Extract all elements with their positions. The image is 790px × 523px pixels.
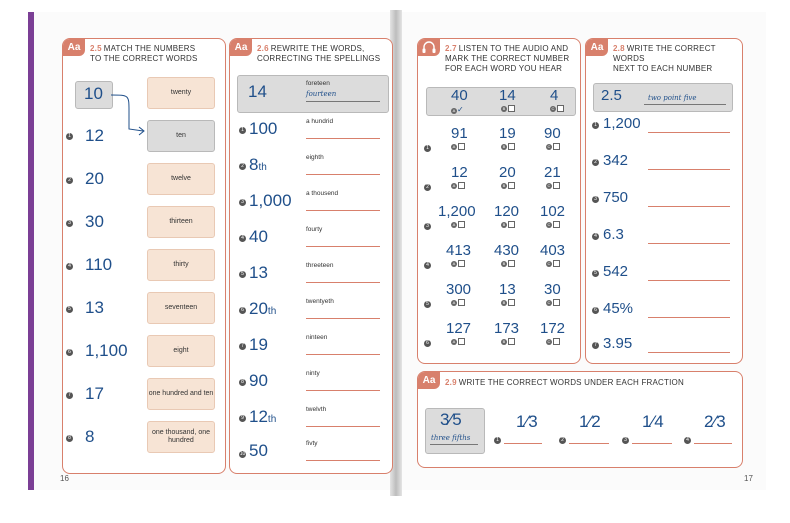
bullet-8: 8 — [239, 379, 246, 386]
bullet-1: 1 — [592, 122, 599, 129]
example-answer: fourteen — [306, 90, 337, 98]
bullet-2: 2 — [424, 184, 431, 191]
option-a-value: 12 — [451, 164, 468, 181]
bullet-7: 7 — [592, 342, 599, 349]
number-item: 1,000 — [249, 191, 292, 210]
bullet-2: 2 — [559, 437, 566, 444]
option-b-value: 13 — [499, 281, 516, 298]
fraction-item: 1⁄4 — [642, 412, 664, 431]
option-c-checkbox[interactable]: C — [546, 299, 560, 306]
misspelled-word: twelvth — [306, 406, 327, 413]
example-answer-line — [644, 104, 726, 105]
option-c-value: 30 — [544, 281, 561, 298]
option-c-checkbox[interactable]: C — [546, 260, 560, 267]
misspelled-word: eighth — [306, 154, 324, 161]
answer-line[interactable] — [694, 443, 732, 444]
exercise-2-6-title: 2.6 REWRITE THE WORDS, CORRECTING THE SPELLINGS — [257, 44, 381, 63]
answer-line[interactable] — [648, 206, 730, 207]
page-number-right: 17 — [744, 474, 753, 483]
option-c-checkbox[interactable]: C — [546, 338, 560, 345]
number-item: 100 — [249, 119, 278, 138]
option-a-value: 1,200 — [438, 203, 476, 220]
fraction-item: 2⁄3 — [704, 412, 726, 431]
exercise-2-8-panel — [585, 38, 743, 364]
number-item: 13 — [249, 263, 268, 282]
answer-line[interactable] — [648, 317, 730, 318]
example-misspelled-word: foreteen — [306, 80, 330, 87]
option-b-checkbox[interactable]: B — [501, 221, 515, 228]
example-number: 14 — [248, 82, 267, 101]
option-b-checkbox[interactable]: B — [501, 338, 515, 345]
number-item: 8 — [85, 427, 95, 446]
aa-badge: Aa — [586, 39, 608, 56]
option-c-value: 4 — [550, 87, 559, 104]
exercise-2-9-panel — [417, 371, 743, 468]
option-a-checkbox[interactable]: A — [451, 221, 465, 228]
number-item: 17 — [85, 384, 104, 403]
number-item: 542 — [603, 263, 629, 280]
example-answer-line — [306, 101, 380, 102]
answer-line[interactable] — [306, 390, 380, 391]
bullet-5: 5 — [239, 271, 246, 278]
answer-line[interactable] — [504, 443, 542, 444]
answer-line[interactable] — [306, 138, 380, 139]
example-fraction: 3⁄5 — [440, 410, 462, 429]
bullet-7: 7 — [239, 343, 246, 350]
bullet-3: 3 — [424, 223, 431, 230]
exercise-2-8-title: 2.8 WRITE THE CORRECT WORDS NEXT TO EACH NUMBER — [613, 44, 716, 73]
bullet-10: 10 — [239, 451, 246, 457]
number-item: 6.3 — [603, 226, 624, 243]
bullet-9: 9 — [239, 415, 246, 422]
word-box: twenty — [147, 77, 215, 109]
answer-line[interactable] — [648, 280, 730, 281]
misspelled-word: ninteen — [306, 334, 328, 341]
bullet-4: 4 — [424, 262, 431, 269]
bullet-4: 4 — [66, 263, 73, 270]
bullet-5: 5 — [592, 270, 599, 277]
option-b-value: 14 — [499, 87, 516, 104]
option-b-checkbox[interactable]: B — [501, 143, 515, 150]
option-c-value: 102 — [540, 203, 566, 220]
word-box: thirteen — [147, 206, 215, 238]
misspelled-word: twentyeth — [306, 298, 334, 305]
option-c-value: 90 — [544, 125, 561, 142]
example-number: 10 — [84, 84, 103, 103]
misspelled-word: a thousend — [306, 190, 339, 197]
answer-line[interactable] — [306, 354, 380, 355]
misspelled-word: fivty — [306, 440, 318, 447]
number-item: 20 — [85, 169, 104, 188]
option-c-checkbox[interactable]: C — [546, 143, 560, 150]
answer-line[interactable] — [648, 352, 730, 353]
fraction-item: 1⁄3 — [516, 412, 538, 431]
option-a-value: 300 — [446, 281, 472, 298]
option-a-checkbox-checked[interactable]: A ✓ — [452, 105, 464, 114]
bullet-1: 1 — [494, 437, 501, 444]
aa-badge: Aa — [230, 39, 252, 56]
example-answer: two point five — [648, 94, 697, 102]
word-box: one thousand, one hundred — [147, 421, 215, 453]
exercise-2-9-title: 2.9 WRITE THE CORRECT WORDS UNDER EACH FRACTION — [445, 378, 684, 387]
answer-line[interactable] — [648, 132, 730, 133]
option-b-value: 430 — [494, 242, 520, 259]
option-a-value: 127 — [446, 320, 472, 337]
number-item: 19 — [249, 335, 268, 354]
word-box: eight — [147, 335, 215, 367]
exercise-2-7-title: 2.7 LISTEN TO THE AUDIO AND MARK THE CORRECT NUMBER FOR EACH WORD YOU HEAR — [445, 44, 570, 73]
number-item: 1,200 — [603, 115, 641, 132]
option-b-value: 120 — [494, 203, 520, 220]
word-box: one hundred and ten — [147, 378, 215, 410]
check-mark: ✓ — [457, 105, 464, 114]
option-a-value: 91 — [451, 125, 468, 142]
bullet-3: 3 — [239, 199, 246, 206]
number-item: 3.95 — [603, 335, 633, 352]
number-item: 12th — [249, 407, 277, 426]
option-a-checkbox[interactable]: A — [451, 338, 465, 345]
answer-line[interactable] — [648, 169, 730, 170]
number-item: 750 — [603, 189, 629, 206]
option-c-checkbox[interactable]: C — [550, 105, 564, 112]
bullet-4: 4 — [592, 233, 599, 240]
example-connector-arrow — [109, 89, 149, 137]
option-a-checkbox[interactable]: A — [451, 143, 465, 150]
bullet-2: 2 — [66, 177, 73, 184]
misspelled-word: fourty — [306, 226, 323, 233]
number-item: 110 — [85, 255, 113, 274]
option-c-value: 172 — [540, 320, 566, 337]
misspelled-word: ninty — [306, 370, 320, 377]
exercise-2-6-panel — [229, 38, 393, 474]
number-item: 12 — [85, 126, 104, 145]
bullet-7: 7 — [66, 392, 73, 399]
bullet-6: 6 — [424, 340, 431, 347]
example-answer: three fifths — [431, 434, 471, 442]
bullet-4: 4 — [684, 437, 691, 444]
number-item: 13 — [85, 298, 104, 317]
option-a-value: 40 — [451, 87, 468, 104]
bullet-4: 4 — [239, 235, 246, 242]
number-item: 1,100 — [85, 341, 128, 360]
option-c-value: 21 — [544, 164, 561, 181]
exercise-2-7-panel — [417, 38, 581, 364]
exercise-2-5-title: 2.5 MATCH THE NUMBERS TO THE CORRECT WORDS — [90, 44, 198, 63]
bullet-5: 5 — [424, 301, 431, 308]
option-a-value: 413 — [446, 242, 472, 259]
bullet-6: 6 — [239, 307, 246, 314]
example-number: 2.5 — [601, 87, 622, 104]
option-c-value: 403 — [540, 242, 566, 259]
fraction-item: 1⁄2 — [579, 412, 601, 431]
answer-line[interactable] — [648, 243, 730, 244]
example-answer-line — [430, 444, 478, 445]
option-b-value: 173 — [494, 320, 520, 337]
option-b-value: 19 — [499, 125, 516, 142]
bullet-8: 8 — [66, 435, 73, 442]
misspelled-word: a hundrid — [306, 118, 334, 125]
option-a-checkbox[interactable]: A — [451, 299, 465, 306]
number-item: 40 — [249, 227, 268, 246]
answer-line[interactable] — [306, 282, 380, 283]
bullet-3: 3 — [592, 196, 599, 203]
number-item: 8th — [249, 155, 267, 174]
option-a-checkbox[interactable]: A — [451, 260, 465, 267]
bullet-3: 3 — [66, 220, 73, 227]
answer-line[interactable] — [306, 246, 380, 247]
number-item: 50 — [249, 441, 268, 460]
headphones-icon-badge — [418, 39, 440, 56]
option-b-checkbox[interactable]: B — [501, 260, 515, 267]
answer-line[interactable] — [306, 426, 380, 427]
word-box: thirty — [147, 249, 215, 281]
answer-line[interactable] — [569, 443, 609, 444]
answer-line[interactable] — [306, 460, 380, 461]
aa-badge: Aa — [63, 39, 85, 56]
answer-line[interactable] — [306, 174, 380, 175]
number-item: 20th — [249, 299, 277, 318]
bullet-3: 3 — [622, 437, 629, 444]
number-item: 45% — [603, 300, 634, 317]
bullet-6: 6 — [66, 349, 73, 356]
bullet-2: 2 — [239, 163, 246, 170]
bullet-1: 1 — [66, 133, 73, 140]
option-b-value: 20 — [499, 164, 516, 181]
bullet-2: 2 — [592, 159, 599, 166]
answer-line[interactable] — [306, 318, 380, 319]
aa-badge: Aa — [418, 372, 440, 389]
number-item: 30 — [85, 212, 104, 231]
answer-line[interactable] — [306, 210, 380, 211]
option-c-checkbox[interactable]: C — [546, 221, 560, 228]
bullet-6: 6 — [592, 307, 599, 314]
number-item: 342 — [603, 152, 629, 169]
number-item: 90 — [249, 371, 268, 390]
bullet-1: 1 — [424, 145, 431, 152]
page-number-left: 16 — [60, 474, 69, 483]
word-box: seventeen — [147, 292, 215, 324]
exercise-2-5-panel — [62, 38, 226, 474]
option-a-checkbox[interactable]: A — [451, 182, 465, 189]
answer-line[interactable] — [632, 443, 672, 444]
option-b-checkbox[interactable]: B — [501, 299, 515, 306]
headphones-icon — [418, 39, 440, 56]
bullet-1: 1 — [239, 127, 246, 134]
option-c-checkbox[interactable]: C — [546, 182, 560, 189]
misspelled-word: threeteen — [306, 262, 334, 269]
word-box: twelve — [147, 163, 215, 195]
word-box-example: ten — [147, 120, 215, 152]
option-b-checkbox[interactable]: B — [501, 182, 515, 189]
option-b-checkbox[interactable]: B — [501, 105, 515, 112]
bullet-5: 5 — [66, 306, 73, 313]
